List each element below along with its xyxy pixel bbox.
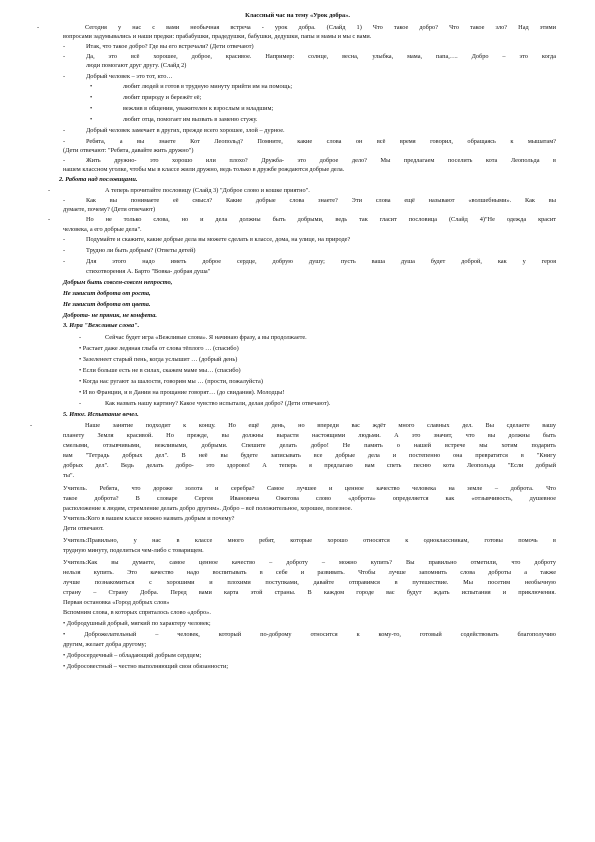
list-marker: - — [63, 43, 66, 50]
list-marker: - — [63, 236, 66, 243]
text-line: 3. Игра "Вежливые слова". — [63, 322, 140, 329]
text-line: Итак, что такое добро? Где вы его встречали? (Дети отвечают) — [86, 43, 254, 50]
text-line: лучше познакомиться с хорошими и плохими поступками, давайте отправимся в путешествие. Мы посетим необычную — [63, 579, 556, 586]
list-marker: • — [90, 116, 93, 123]
text-line: • Добросердечный – обладающий добрым сердцем; — [63, 652, 202, 659]
text-line: • Зазеленеет старый пень, когда услышит … (добрый день) — [79, 356, 238, 363]
text-line: вопросами задумывались и наши предки: прабабушки, прадедушки, бабушки, дедушки, папы и мамы и мы с вами. — [63, 33, 372, 40]
text-line: планету Земля красивой. Но прежде, вы должны вырасти настоящими людьми. А это значит, что вы должны быть — [63, 432, 556, 439]
list-marker: - — [63, 53, 66, 60]
text-line: 5. Итог. Испытание вечел. — [63, 411, 139, 418]
text-line: Учитель:Правильно, у нас в классе много ребят, которые хорошо относятся к одноклассникам, готовы помочь в — [63, 537, 556, 544]
text-line: Как вы понимаете её смысл? Какие добрые слова знаете? Эти слова ещё называют «волшебными». Как вы — [86, 197, 556, 204]
list-marker: - — [63, 247, 66, 254]
text-line: • Добросовестный – честно выполняющий свои обязанности; — [63, 663, 229, 670]
text-line: • Когда нас ругают за шалости, говорим мы … (прости, пожалуйста) — [79, 378, 263, 385]
text-line: другим, желает добра другому; — [63, 641, 147, 648]
list-marker: • — [90, 94, 93, 101]
text-line: Как назвать нашу картину? Какое чувство испытали, делая добро? (Дети отвечают). — [105, 400, 331, 407]
text-line: Доброта- не пряник, не конфета. — [63, 312, 157, 319]
text-line: Сегодня у нас с вами необычная встреча - урок добра. (Слайд 1) Что такое добро? Что такое зло? Над этими — [85, 24, 556, 31]
text-line: Учитель:Кого в вашем классе можно назвать добрым и почему? — [63, 515, 235, 522]
text-line: • Доброжелательный – человек, который по-доброму относится к кому-то, готовый содействовать благополучию — [63, 631, 556, 638]
text-line: Добрый человек – это тот, кто… — [86, 73, 173, 80]
text-line: Ребята, а вы знаете Кот Леопольд? Помните, какие слова он всё время говорил, обращаясь к мышатам? — [86, 138, 556, 145]
text-line: Дети отвечают. — [63, 525, 104, 532]
text-line: 2. Работа над пословицами. — [59, 176, 138, 183]
text-line: стихотворения А. Барто "Вовка- добрая душа" — [86, 268, 211, 275]
list-marker: - — [63, 197, 66, 204]
text-line: вам "Тетрадь добрых дел". В неё вы будете записывать все добрые дела и постепенно она превратится в "Книгу — [63, 452, 556, 459]
text-line: • Растает даже ледяная глыба от слова тёплого … (спасибо) — [79, 345, 239, 352]
list-marker: - — [79, 400, 82, 407]
list-marker: • — [90, 83, 93, 90]
text-line: нашем классном уголке, чтобы мы в классе жили дружно, ведь только в дружбе рождаются добрые дела. — [63, 166, 345, 173]
text-line: Жить дружно- это хорошо или плохо? Дружба- это доброе дело? Мы предлагаем поселить кота Леопольда в — [86, 157, 556, 164]
text-line: • И во Франции, и в Дании на прощание говорят… (до свидания). Молодцы! — [79, 389, 285, 396]
text-line: расположение к людям, стремление делать добро другим». Добро – всё положительное, хорошее, полезное. — [63, 505, 353, 512]
text-line: Добрым быть совсем-совсем непросто, — [63, 279, 173, 286]
list-marker: - — [63, 73, 66, 80]
text-line: Сейчас будет игра «Вежливые слова». Я начинаю фразу, а вы продолжаете. — [105, 334, 307, 341]
text-line: Для этого надо иметь доброе сердце, добрую душу; пусть ваша душа будет доброй, как у героя — [86, 258, 556, 265]
text-line: любит людей и готов в трудную минуту прийти им на помощь; — [123, 83, 293, 90]
text-line: Но не только слова, но и дела должны быть добрыми, ведь так гласит пословица (Слайд 4)"Не одежда красит — [86, 216, 556, 223]
text-line: ты". — [63, 472, 75, 479]
text-line: Не зависит доброта от роста, — [63, 290, 151, 297]
list-marker: - — [63, 127, 66, 134]
text-line: • Добродушный добрый, мягкий по характеру человек; — [63, 620, 211, 627]
document-title: Классный час на тему «Урок добра». — [245, 12, 350, 19]
text-line: такое доброта? В словаре Сергея Ивановича Ожегова слово «доброта» определяется как «отзывчивость, душевное — [63, 495, 556, 502]
text-line: любит природу и бережёт её; — [123, 94, 202, 101]
text-line: Добрый человек замечает в других, прежде всего хорошее, злой – дурное. — [86, 127, 285, 134]
text-line: Подумайте и скажите, какие добрые дела вы можете сделать в классе, дома, на улице, на природе? — [86, 236, 351, 243]
text-line: любит отца, помогает им вызвать в заменю стужу. — [123, 116, 258, 123]
text-line: смелыми, отзывчивыми, вежливыми, добрыми. Спешите делать добро! Не память о нашей встрече мы хотим подарить — [63, 442, 556, 449]
text-line: Первая остановка «Город добрых слов» — [63, 599, 170, 606]
text-line: Учитель:Как вы думаете, самое ценное качество – доброту – можно купить? Вы правильно отметили, что доброту — [63, 559, 556, 566]
list-marker: - — [48, 216, 51, 223]
text-line: А теперь прочитайте пословицу (Слайд 3) "Доброе слово и кошке приятно". — [105, 187, 310, 194]
text-line: Да, это всё хорошее, доброе, красивое. Например: солнце, весна, улыбка, мама, папа,…. Добро – это когда — [86, 53, 556, 60]
text-line: Наше занятие подходит к концу. Но ещё день, но впереди вас ждёт много славных дел. Вы сделаете вашу — [85, 422, 556, 429]
text-line: думаете, почему? (Дети отвечают) — [63, 206, 156, 213]
text-line: добрых дел". Ведь делать добро- это здорово! А теперь я предлагаю вам спеть песню кота Леопольда "Если добрый — [63, 462, 556, 469]
list-marker: - — [63, 258, 66, 265]
text-line: трудную минуту, поделиться чем-либо с товарищем. — [63, 547, 204, 554]
text-line: страну – Страну Добра. Перед вами карта этой страны. В каждом городе вас будут ждать испытания и приключения. — [63, 589, 556, 596]
list-marker: - — [79, 334, 82, 341]
text-line: Не зависит доброта от цвета. — [63, 301, 151, 308]
text-line: (Дети отвечают: "Ребята, давайте жить дружно") — [63, 147, 194, 154]
list-marker: - — [48, 187, 51, 194]
list-marker: - — [30, 422, 33, 429]
text-line: вежлив в общении, уважителен к взрослым и младшим; — [123, 105, 274, 112]
list-marker: - — [37, 24, 40, 31]
text-line: нельзя купить. Это качество надо воспитывать в себе и развивать. Чтобы лучше запомнить слова доброты а также — [63, 569, 556, 576]
text-line: люди помогают друг другу. (Слайд 2) — [86, 62, 187, 69]
text-line: Трудно ли быть добрым? (Ответы детей) — [86, 247, 196, 254]
text-line: • Если больше есть не в силах, скажем маме мы… (спасибо) — [79, 367, 241, 374]
list-marker: • — [90, 105, 93, 112]
text-line: человека, а его добрые дела". — [63, 226, 142, 233]
list-marker: - — [63, 157, 66, 164]
text-line: Вспомним слова, в которых спряталось слово «добро». — [63, 609, 211, 616]
list-marker: - — [63, 138, 66, 145]
text-line: Учитель. Ребята, что дороже золота и серебра? Самое лучшее и ценное качество человека на земле – доброта. Что — [63, 485, 556, 492]
